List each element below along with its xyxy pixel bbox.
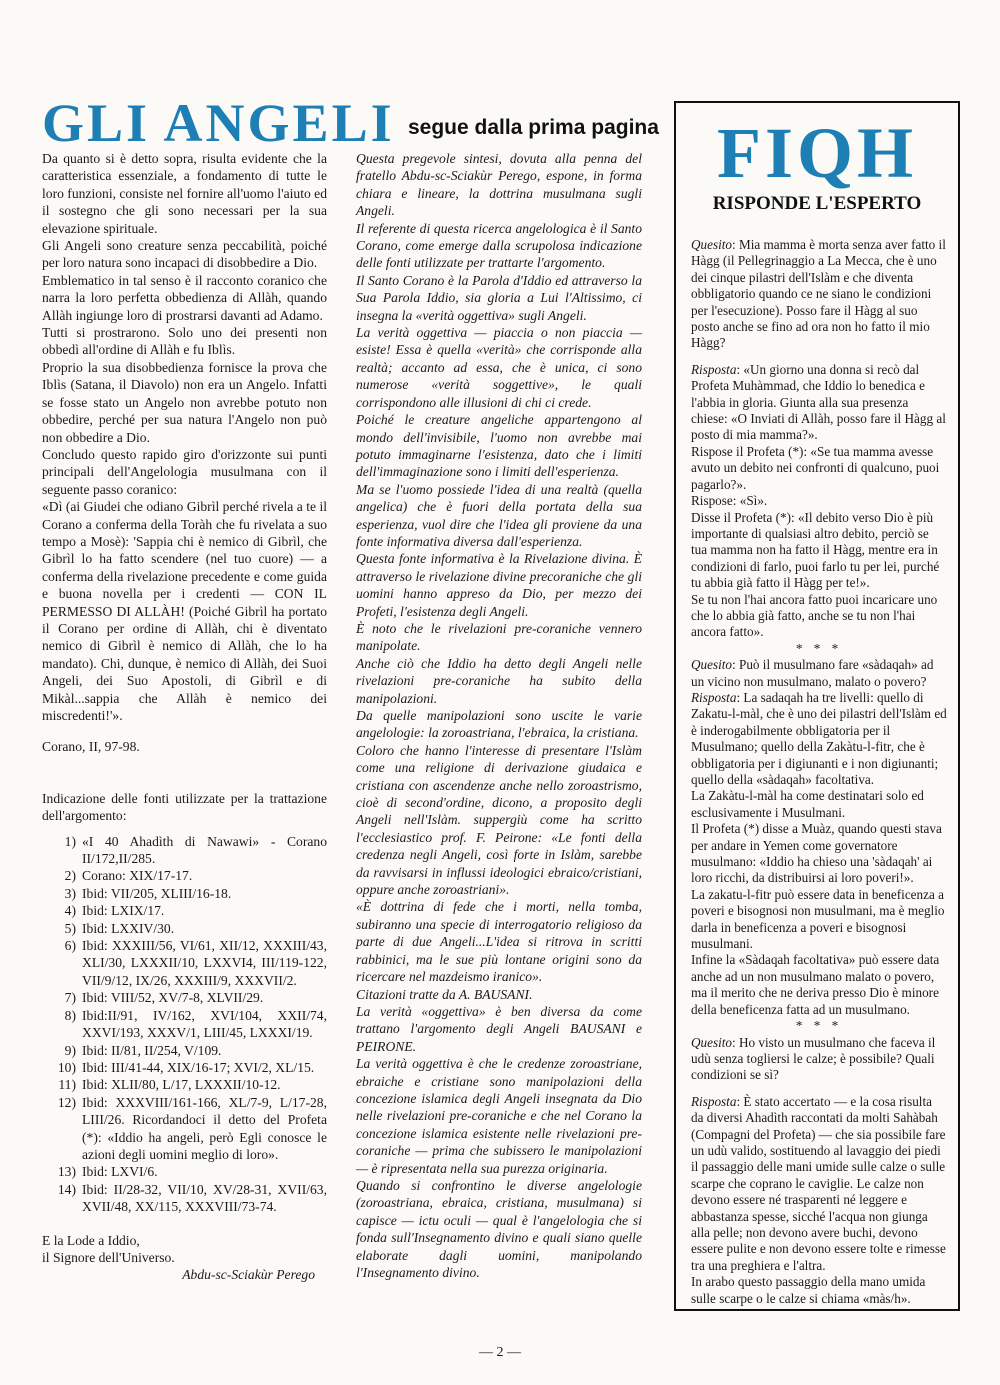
paragraph: «È dottrina di fede che i morti, nella tomba, subiranno una specie di interrogatorio religioso da parte di due Angeli...L'idea si ritrova in scritti rabbinici, ma le sue più lontane origini sono da ricercare nel mazdeismo iranico».	[356, 899, 642, 985]
source-item: 7) Ibid: VIII/52, XV/7-8, XLVII/29.	[64, 990, 264, 1006]
left-column	[42, 150, 327, 1284]
paragraph: La verità «oggettiva» è ben diversa da come trattano l'argomento degli Angeli BAUSANI e PEIRONE.	[356, 1003, 642, 1054]
paragraph: È noto che le rivelazioni pre-coraniche vennero manipolate.	[356, 620, 642, 654]
article-subtitle: segue dalla prima pagina	[408, 116, 659, 139]
source-item: 3) Ibid: VII/205, XLIII/16-18.	[64, 885, 232, 901]
paragraph: Coloro che hanno l'interesse di presentare l'Islàm come una religione di derivazione giudaica e cristiana con ascendenze anche nello zoroastrismo, cioè di second'ordine, dicono, a proposito degli Angeli nell'Islàm. suppergiù come ha scritto l'ecclesiastico prof. F. Peirone: «Le fonti della credenza negli Angeli, così forte in Islàm, sarebbe da ravvisarsi in influssi ideologici ebraico/cristiani, oppure anche zoroastriani».	[356, 742, 642, 898]
closing-line: il Signore dell'Universo.	[42, 1249, 175, 1265]
source-item: 12) Ibid: XXXVIII/161-166, XL/7-9, L/17-28, LIII/26. Ricordandoci il detto del Profeta (*): «Iddio ha angeli, però Egli conosce le azioni degli uomini meglio di loro».	[57, 1094, 327, 1162]
paragraph: La verità oggettiva — piaccia o non piaccia — esiste! Essa è quella «verità» che corrisponde alla realtà; accanto ad essa, che è unica, ci sono numerose «verità soggettive», le quali corrispondono alle illusioni di chi ci crede.	[356, 325, 642, 410]
paragraph: Poiché le creature angeliche appartengono al mondo dell'invisibile, l'uomo non avrebbe mai potuto immaginarne l'esistenza, dato che i limiti dell'immaginazione sono i limiti dell'esperienza.	[356, 412, 642, 480]
paragraph: Citazioni tratte da A. BAUSANI.	[356, 986, 533, 1002]
paragraph: Tutti si prostrarono. Solo uno dei presenti non obbedì all'ordine di Allàh e fu Iblìs.	[42, 325, 327, 358]
answer-line: Il Profeta (*) disse a Muàz, quando questi stava per andare in Yemen come governatore musulmano: «Iddio ha chieso una 'sàdaqah' ai loro ricchi, da distribuirsi ai loro poveri!».	[691, 821, 942, 886]
source-item: 13) Ibid: LXVI/6.	[57, 1164, 158, 1180]
quote-citation: Corano, II, 97-98.	[42, 739, 140, 755]
answer-line: Rispose il Profeta (*): «Se tua mamma avesse avuto un debito nei confronti di qualcuno, puoi pagarlo?».	[691, 443, 940, 492]
sources-list	[42, 833, 327, 1216]
answer-line: La zakatu-l-fitr può essere data in beneficenza a poveri e bisognosi non musulmani, ma è meglio darla in beneficenza a poveri e bisognosi musulmani.	[691, 886, 945, 952]
paragraph: Da quanto si è detto sopra, risulta evidente che la caratteristica essenziale, a fondamento di tutte le loro funzioni, consiste nel fornire all'uomo l'aiuto ed il sostegno che gli sono necessari per la sua elevazione spirituale.	[42, 151, 328, 236]
fiqh-body	[691, 237, 947, 1307]
paragraph: Da quelle manipolazioni sono uscite le varie angelologie: la zoroastriana, l'ebraica, la cristiana.	[356, 708, 642, 741]
paragraph: Concludo questo rapido giro d'orizzonte sui punti principali dell'Angelologia musulmana con il seguente passo coranico:	[42, 446, 327, 497]
answer: Risposta: È stato accertato — e la cosa risulta da diversi Ahadìth raccontati da molti Sahàbah (Compagni del Profeta) — che sia possibile fare un udù valido, sostituendo al lavaggio dei piedi il passaggio delle mani umide sulle calze o sulle scarpe che coprano le caviglie. Le calze non devono essere né trasparenti né leggere e abbastanza spesse, sicché l'acqua non giunga alla pelle; non devono avere buchi, devono essere pulite e non devono essere tolte e rimesse tra una preghiera e l'altra.	[691, 1093, 946, 1273]
source-item: 8) Ibid:II/91, IV/162, XVI/104, XXII/74, XXVI/193, XXXV/1, LIII/45, LXXXI/19.	[64, 1007, 327, 1041]
paragraph: Emblematico in tal senso è il racconto coranico che narra la loro perfetta obbedienza di Allàh, quando Allàh ingiunge loro di prostrarsi davanti ad Adamo.	[42, 272, 327, 323]
paragraph: Ma se l'uomo possiede l'idea di una realtà (quella angelica) che è fuori della portata della sua esperienza, vuol dire che l'idea gli proviene da una fonte informativa diversa dall'esperienza.	[356, 481, 642, 549]
fiqh-subtitle: RISPONDE L'ESPERTO	[712, 193, 922, 214]
answer-line: In arabo questo passaggio della mano umida sulle scarpe o le calze si chiama «màs/h».	[691, 1274, 926, 1306]
source-item: 11) Ibid: XLII/80, L/17, LXXXII/10-12.	[58, 1077, 281, 1093]
section-divider: * * *	[795, 1018, 843, 1034]
question: Quesito: Mia mamma è morta senza aver fatto il Hàgg (il Pellegrinaggio a La Mecca, che è uno dei cinque pilastri dell'Islàm e che diventa obbligatorio quando ce ne siano le condizioni per l'esecuzione). Posso fare il Hàgg al suo posto anche se fino ad ora non ho fatto il mio Hàgg?	[691, 237, 946, 351]
source-item: 5) Ibid: LXXIV/30.	[64, 920, 175, 936]
paragraph: Proprio la sua disobbedienza fornisce la prova che Iblìs (Satana, il Diavolo) non era un Angelo. Infatti se fosse stato un Angelo non avrebbe potuto non obbedire, perché per sua natura l'Angelo non può non obbedire a Dio.	[42, 359, 327, 445]
source-item: 4) Ibid: LXIX/17.	[64, 903, 165, 919]
page-number: — 2 —	[479, 1345, 521, 1360]
paragraph: Questa pregevole sintesi, dovuta alla penna del fratello Abdu-sc-Sciakùr Perego, espone, in forma chiara e lineare, la dottrina musulmana sugli Angeli.	[356, 151, 642, 219]
source-item: 14) Ibid: II/28-32, VII/10, XV/28-31, XVII/63, XVII/48, XX/115, XXXVIII/73-74.	[57, 1181, 327, 1215]
section-divider: * * *	[795, 640, 843, 656]
paragraph: Gli Angeli sono creature senza peccabilità, poiché per loro natura sono incapaci di disobbedire a Dio.	[42, 238, 327, 271]
quran-quote: «Dì (ai Giudei che odiano Gibrìl perché rivela a te il Corano a conferma della Toràh che fu rivelata a suo tempo a Mosè): 'Sappia chi è nemico di Gibrìl, che Gibrìl lo ha fatto scendere (nel tuo cuore) — a conferma della rivelazione precedente e come guida e buona novella per i credenti — CON IL PERMESSO DI ALLÀH! (Poiché Gibrìl ha portato il Corano per ordine di Allàh, chi è diventato nemico di Gibrìl è nemico di Allàh, che lo ha mandato). Chi, dunque, è nemico di Allàh, dei Suoi Angeli, dei Suo Apostoli, di Gibrìl e di Mikàl...sappia che Allàh è nemico dei miscredenti!'».	[42, 499, 327, 723]
source-item: 10) Ibid: III/41-44, XIX/16-17; XVI/2, XL/15.	[57, 1059, 315, 1075]
fiqh-title: FIQH	[716, 113, 917, 193]
answer-line: Se tu non l'hai ancora fatto puoi incaricare uno che lo abbia già fatto, anche se tu non l'hai ancora fatto».	[691, 591, 938, 640]
paragraph: La verità oggettiva è che le credenze zoroastriane, ebraiche e cristiane sono manipolazioni della concezione islamica degli Angeli insegnata da Dio nelle rivelazioni pre-coraniche e che nel Corano la concezione islamica esistente nelle rivelazioni pre-coraniche — prima che subissero le manipolazioni — è ripresentata nella sua purezza originaria.	[356, 1056, 642, 1176]
answer: Risposta: «Un giorno una donna si recò dal Profeta Muhàmmad, che Iddio lo benedica e l'abbia in gloria. Giunta alla sua presenza chiese: «O Inviati di Allàh, posso fare il Hàgg al posto di mia mamma?».	[691, 361, 946, 443]
source-item: 9) Ibid: II/81, II/254, V/109.	[64, 1042, 222, 1058]
question: Quesito: Può il musulmano fare «sàdaqah» ad un vicino non musulmano, malato o povero?	[691, 657, 934, 689]
paragraph: Anche ciò che Iddio ha detto degli Angeli nelle rivelazioni pre-coraniche ha subito della manipolazioni.	[356, 655, 642, 706]
question: Quesito: Ho visto un musulmano che faceva il udù senza togliersi le calze; è possibile? Quali condizioni se sì?	[691, 1034, 936, 1083]
fiqh-box	[674, 101, 960, 1311]
paragraph: Il referente di questa ricerca angelologica è il Santo Corano, come emerge dalla scrupolosa indicazione delle fonti utilizzate per trattarte l'argomento.	[356, 220, 642, 271]
answer-line: Disse il Profeta (*): «Il debito verso Dio è più importante di qualsiasi altro debito, perciò se tua mamma non ha fatto il Hàgg, mentre era in condizioni di farlo, puoi farlo tu per lei, purché tu abbia già fatto il Hàgg per te!».	[691, 509, 940, 591]
source-item: 1) «I 40 Ahadìth di Nawawi» - Corano II/172,II/285.	[64, 833, 327, 867]
answer-line: Infine la «Sàdaqah facoltativa» può essere data anche ad un non musulmano malato o povero, ma il merito che ne deriva presso Dio è minore della beneficenza fatta ad un musulmano.	[691, 952, 940, 1017]
source-item: 2) Corano: XIX/17-17.	[64, 868, 193, 884]
answer-line: La Zakàtu-l-màl ha come destinatari solo ed esclusivamente i Musulmani.	[691, 788, 924, 820]
paragraph: Il Santo Corano è la Parola d'Iddio ed attraverso la Sua Parola Iddio, sia gloria a Lui l'Altissimo, ci insegna la «verità oggettiva» sugli Angeli.	[356, 272, 642, 323]
middle-column	[356, 150, 642, 1281]
paragraph: Quando si confrontino le diverse angelologie (zoroastriana, ebraica, cristiana, musulmana) si capisce — ictu oculi — qual è l'angelologia che si fonda sull'Insegnamento divino e quali siano quelle elaborate dagli uomini, manipolando l'Insegnamento divino.	[356, 1177, 642, 1280]
sources-intro: Indicazione delle fonti utilizzate per la trattazione dell'argomento:	[42, 790, 327, 824]
article-title: GLI ANGELI	[42, 93, 395, 153]
closing-line: E la Lode a Iddio,	[42, 1232, 140, 1248]
answer-line: Rispose: «Sì».	[691, 493, 768, 509]
paragraph: Questa fonte informativa è la Rivelazione divina. È attraverso le rivelazione divine precoraniche che gli uomini hanno appreso da Dio, per mezzo dei Profeti, l'esistenza degli Angeli.	[356, 551, 642, 619]
source-item: 6) Ibid: XXXIII/56, VI/61, XII/12, XXXIII/43, XLI/30, LXXXII/10, LXXVI4, III/119-122, VII/9/12, IX/26, XXXIII/9, XXXVII/2.	[64, 938, 327, 988]
author-signature: Abdu-sc-Sciakùr Perego	[182, 1267, 315, 1283]
answer: Risposta: La sadaqah ha tre livelli: quello di Zakatu-l-màl, che è uno dei pilastri dell'Islàm ed è inderogabilmente obbligatoria per il Musulmano; quello della Zakàtu-l-fitr, che è obbligatoria per i digiunanti e i non digiunanti; quello della «sàdaqah» facoltativa.	[691, 689, 947, 787]
